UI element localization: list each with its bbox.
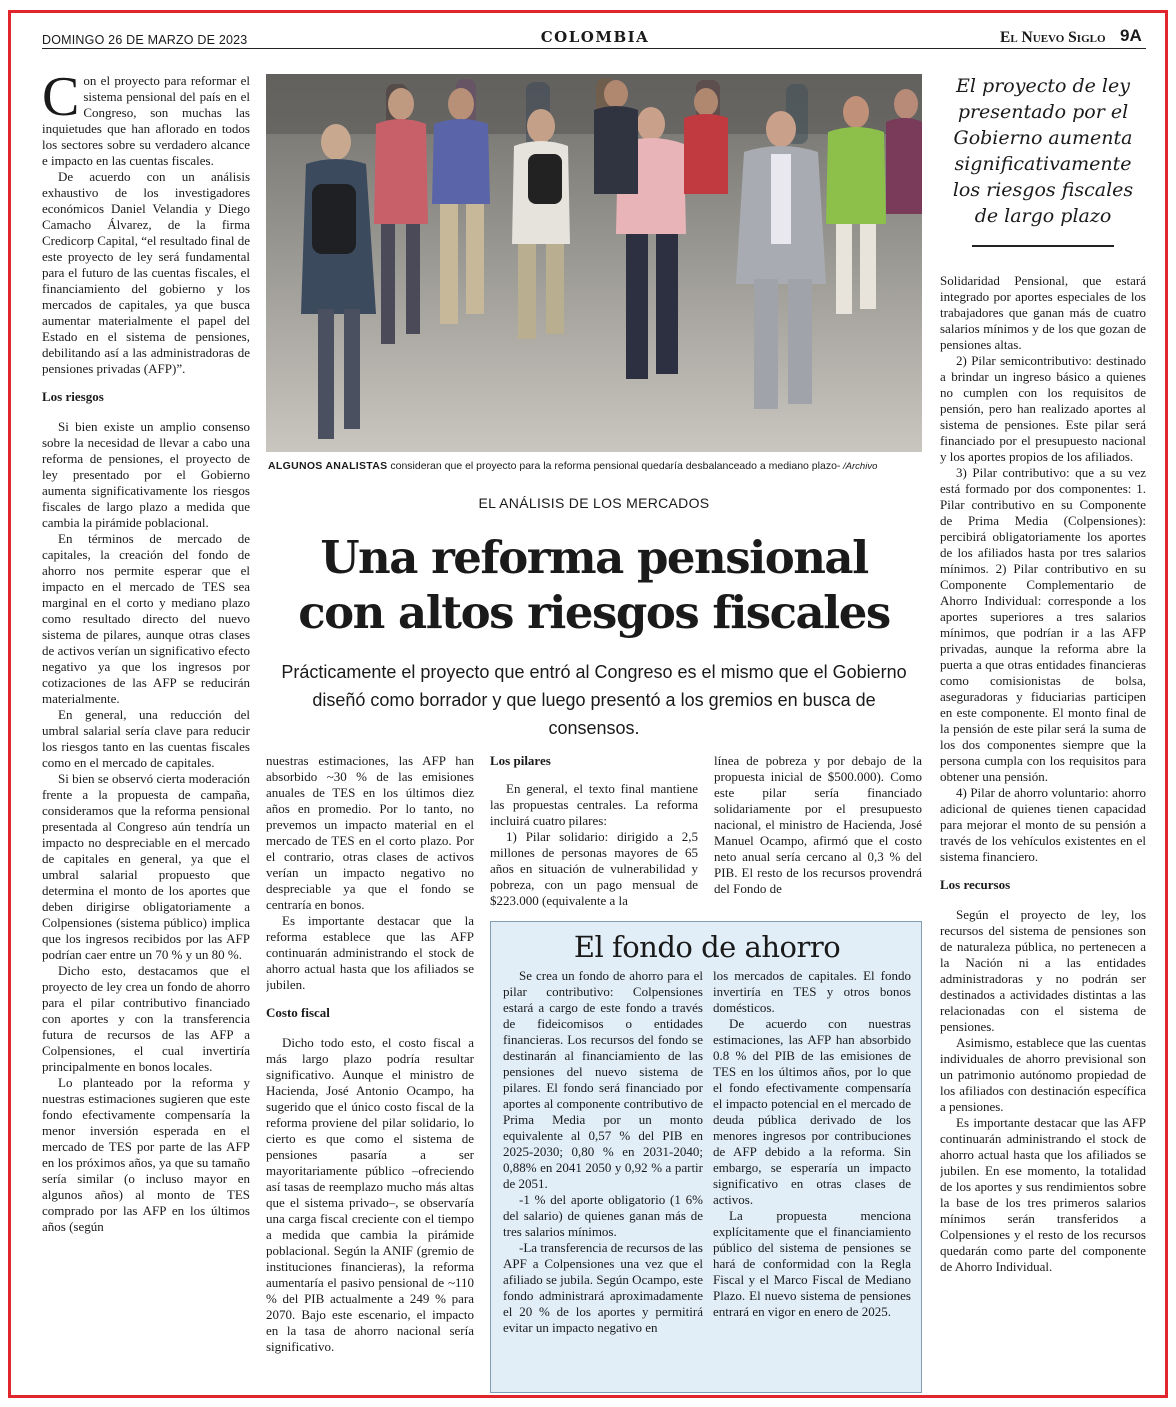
paragraph: Dicho esto, destacamos que el proyecto de ley crea un fondo de ahorro para el pilar contributivo financiado con aportes y con la transferencia futura de recursos de las AFP a Colpensiones, el cual invertiría principalmente en bonos locales. <box>42 963 250 1074</box>
paragraph: Dicho todo esto, el costo fiscal a más largo plazo podría resultar significativo. Aunque el ministro de Hacienda, José Antonio Ocampo, ha sugerido que el único costo fiscal de la reforma proviene del pilar solidario, lo cierto es que como el sistema de pensiones pasaría a ser mayoritariamente público –ofreciendo así tasas de reemplazo mucho más altas que el sistema privado–, se observaría una carga fiscal creciente con el tiempo a medida que cambia la pirámide poblacional. Según la ANIF (gremio de instituciones financieras), la reforma aumentaría el pasivo pensional de ~110 % del PIB actualmente a 249 % para 2070. Bajo este escenario, el impacto en la tasa de ahorro nacional sería significativo. <box>266 1035 474 1354</box>
headline-line-1: Una reforma pensional <box>320 531 868 584</box>
sidebar-box-fondo-ahorro <box>490 921 922 1393</box>
crowd-street-photo <box>266 74 922 452</box>
article-headline <box>266 530 922 640</box>
paragraph: Se crea un fondo de ahorro para el pilar contributivo: Colpensiones estará a cargo de este fondo a través de fideicomisos o entidades financieras. Los recursos del fondo se destinarán al financiamiento de las pensiones del nuevo sistema de pilares. El fondo será financiado por aportes al componente contributivo de Prima Media por un monto equivalente al 0,57 % del PIB en 2025-2030; 0,80 % en 2031-2040; 0,88% en 2041 2050 y 0,92 % a partir de 2051. <box>503 968 703 1191</box>
article-subhead: Prácticamente el proyecto que entró al Congreso es el mismo que el Gobierno diseñó como borrador y que luego presentó a los gremios en busca de consensos. <box>281 662 907 738</box>
newspaper-brand: El Nuevo Siglo <box>1000 29 1106 46</box>
paragraph: Con el proyecto para reformar el sistema pensional del país en el Congreso, son muchas las inquietudes que han aflorado en todos los sectores sobre su verdadero alcance e impacto en las cuentas fiscales. <box>42 73 250 168</box>
header-rule <box>42 48 1146 49</box>
photo-credit: /Archivo <box>840 461 878 472</box>
section-heading-costo-fiscal: Costo fiscal <box>266 1005 330 1020</box>
drop-cap: C <box>42 73 80 128</box>
paragraph: los mercados de capitales. El fondo invertiría en TES y otros bonos domésticos. <box>713 968 911 1015</box>
paragraph: -1 % del aporte obligatorio (1 6% del salario) de quienes ganan más de tres salarios mínimos. <box>503 1192 703 1239</box>
sidebar-box-title: El fondo de ahorro <box>573 930 841 964</box>
paragraph: En general, una reducción del umbral salarial sería clave para reducir los riesgos tanto en las cuentas fiscales como en el mercado de capitales. <box>42 707 250 770</box>
paragraph: Si bien se observó cierta moderación frente a la propuesta de campaña, consideramos que la reforma pensional presentada al Congreso aún tendría un impacto no despreciable en el mercado de capitales en general, ya que el umbral salarial propuesto que determina el monto de los aportes que deben dirigirse obligatoriamente a Colpensiones (sistema público) implica que los ingresos recibidos por las AFP podrían caer entre un 70 % y un 80 %. <box>42 771 250 962</box>
paragraph: Es importante destacar que la reforma establece que las AFP continuarán administrando el stock de ahorro actual hasta que los afiliados se jubilen. <box>266 913 474 992</box>
section-heading-riesgos: Los riesgos <box>42 389 104 404</box>
paragraph: Es importante destacar que las AFP continuarán administrando el stock de ahorro actual hasta que los afiliados se jubilen. En ese momento, la totalidad de los aportes y sus rendimientos sobre la base de los tres primeros salarios mínimos serán transferidos a Colpensiones y el resto de los recursos quedarán como parte del componente de Ahorro Individual. <box>940 1115 1146 1274</box>
caption-text: consideran que el proyecto para la reforma pensional quedaría desbalanceado a mediano plazo- <box>387 460 841 472</box>
headline-line-2: con altos riesgos fiscales <box>298 586 890 639</box>
paragraph: 1) Pilar solidario: dirigido a 2,5 millones de personas mayores de 65 años en situación de vulnerabilidad y pobreza, con un pago mensual de $223.000 (equivalente a la <box>490 829 698 908</box>
section-heading-recursos: Los recursos <box>940 877 1011 892</box>
article-column-4 <box>714 753 922 913</box>
page-number: 9A <box>1120 26 1142 45</box>
article-column-3 <box>490 753 698 913</box>
sidebar-box-column-right <box>713 968 911 1388</box>
paragraph: 2) Pilar semicontributivo: destinado a brindar un ingreso básico a quienes no cumplen con los requisitos de pensión, pero han realizado aportes al sistema de pensiones. Este pilar será financiado por el presupuesto nacional y los aportes propios de los afiliados. <box>940 353 1146 464</box>
paragraph: Solidaridad Pensional, que estará integrado por aportes especiales de los trabajadores que ganan más de cuatro salarios mínimos y de los que gozan de pensiones altas. <box>940 273 1146 352</box>
pull-quote: El proyecto de ley presentado por el Gobierno aumenta significativamente los riesgos fiscales de largo plazo <box>952 75 1134 227</box>
paragraph: En general, el texto final mantiene las propuestas centrales. La reforma incluirá cuatro pilares: <box>490 781 698 828</box>
paragraph: De acuerdo con un análisis exhaustivo de los investigadores económicos Daniel Velandia y Diego Camacho Álvarez, de la firma Credicorp Capital, “el resultado final de este proyecto de ley será fundamental para el futuro de las cuentas fiscales, el financiamiento del gobierno y los mercados de capitales, ya que busca aumentar materialmente el papel del Estado en el sistema de pensiones, debilitando así a las administradoras de pensiones privadas (AFP)”. <box>42 169 250 376</box>
section-heading-pilares: Los pilares <box>490 753 551 768</box>
header-section: COLOMBIA <box>540 28 650 46</box>
sidebar-box-column-left <box>503 968 703 1388</box>
paragraph: Asimismo, establece que las cuentas individuales de ahorro previsional son un patrimonio autónomo propiedad de los afiliados con destinación específica a pensiones. <box>940 1035 1146 1114</box>
paragraph: La propuesta menciona explícitamente que el financiamiento público del sistema de pensiones se hará de conformidad con la Regla Fiscal y el Marco Fiscal de Mediano Plazo. El nuevo sistema de pensiones entrará en vigor en enero de 2025. <box>713 1208 911 1319</box>
paragraph: De acuerdo con nuestras estimaciones, las AFP han absorbido 0.8 % del PIB de las emisiones de TES en los últimos años, por lo que el fondo efectivamente compensaría el impacto potencial en el mercado de deuda pública derivado de los menores ingresos por contribuciones de AFP debido a la reforma. Sin embargo, se esperaría un impacto significativo en otras clases de activos. <box>713 1016 911 1207</box>
paragraph: En términos de mercado de capitales, la creación del fondo de ahorro nos permite esperar que el impacto en el mercado de TES sea marginal en el corto y mediano plazo como resultado directo del nuevo sistema de pilares, aunque otras clases de activos verían un significativo efecto negativo ya que los ingresos por cotizaciones de las AFP se reducirán materialmente. <box>42 531 250 706</box>
paragraph: -La transferencia de recursos de las APF a Colpensiones una vez que el afiliado se jubila. Según Ocampo, este fondo administrará aproximadamente el 20 % de los aportes y permitirá evitar un impacto negativo en <box>503 1240 703 1335</box>
paragraph: 3) Pilar contributivo: que a su vez está formado por dos componentes: 1. Pilar contributivo en su Componente de Prima Media (Colpensiones): percibirá obligatoriamente los aportes de los afiliados hasta por tres salarios mínimos. 2) Pilar contributivo en su Componente Complementario de Ahorro Individual: corresponde a los aportes superiores a tres salarios mínimos, que podrían ir a las AFP privadas, aunque la reforma abre la puerta a que otras entidades financieras como comisionistas de bolsa, aseguradoras y fiduciarias participen en este componente. El monto final de la pensión de este pilar será la suma de los dos componentes siempre que la persona cumpla con los requisitos para obtener una pensión. <box>940 465 1146 784</box>
article-column-2 <box>266 753 474 1391</box>
paragraph: Según el proyecto de ley, los recursos del sistema de pensiones son de naturaleza pública, no pertenecen a la Nación ni a las entidades administradoras y no podrán ser destinados a actividades distintas a las relacionadas con el sistema de pensiones. <box>940 907 1146 1034</box>
header-date: DOMINGO 26 DE MARZO DE 2023 <box>42 33 248 47</box>
article-kicker: EL ANÁLISIS DE LOS MERCADOS <box>478 495 710 511</box>
paragraph: 4) Pilar de ahorro voluntario: ahorro adicional de quienes tienen capacidad para mejorar el monto de su pensión a través de los vehículos existentes en el sistema financiero. <box>940 785 1146 864</box>
photo-caption <box>268 459 918 474</box>
paragraph: Lo planteado por la reforma y nuestras estimaciones sugieren que este fondo efectivamente compensaría la menor inversión esperada en el mercado de TES por parte de las AFP en los próximos años, ya que su tamaño sería similar (o incluso mayor en algunos años) al monto de TES comprado por las AFP en los últimos años (según <box>42 1075 250 1234</box>
caption-lead: ALGUNOS ANALISTAS <box>268 460 388 472</box>
paragraph: Si bien existe un amplio consenso sobre la necesidad de llevar a cabo una reforma de pensiones, el proyecto de ley presentado por el Gobierno aumenta significativamente los riesgos fiscales de largo plazo a medida que cambia la pirámide poblacional. <box>42 419 250 530</box>
paragraph: línea de pobreza y por debajo de la propuesta inicial de $500.000). Como este pilar sería financiado solidariamente por el presupuesto nacional, el ministro de Hacienda, José Manuel Ocampo, afirmó que el costo neto anual sería cercano al 0,3 % del PIB. El resto de los recursos provendrá del Fondo de <box>714 753 922 896</box>
pull-quote-rule <box>972 245 1114 247</box>
article-column-5 <box>940 273 1146 1391</box>
paragraph: nuestras estimaciones, las AFP han absorbido ~30 % de las emisiones anuales de TES en los últimos diez años en promedio. Por lo tanto, no prevemos un impacto material en el mercado de TES en el corto plazo. Por el contrario, otras clases de activos verían un impacto negativo no despreciable ya que el fondo se centraría en bonos. <box>266 753 474 912</box>
article-column-1 <box>42 73 250 1391</box>
